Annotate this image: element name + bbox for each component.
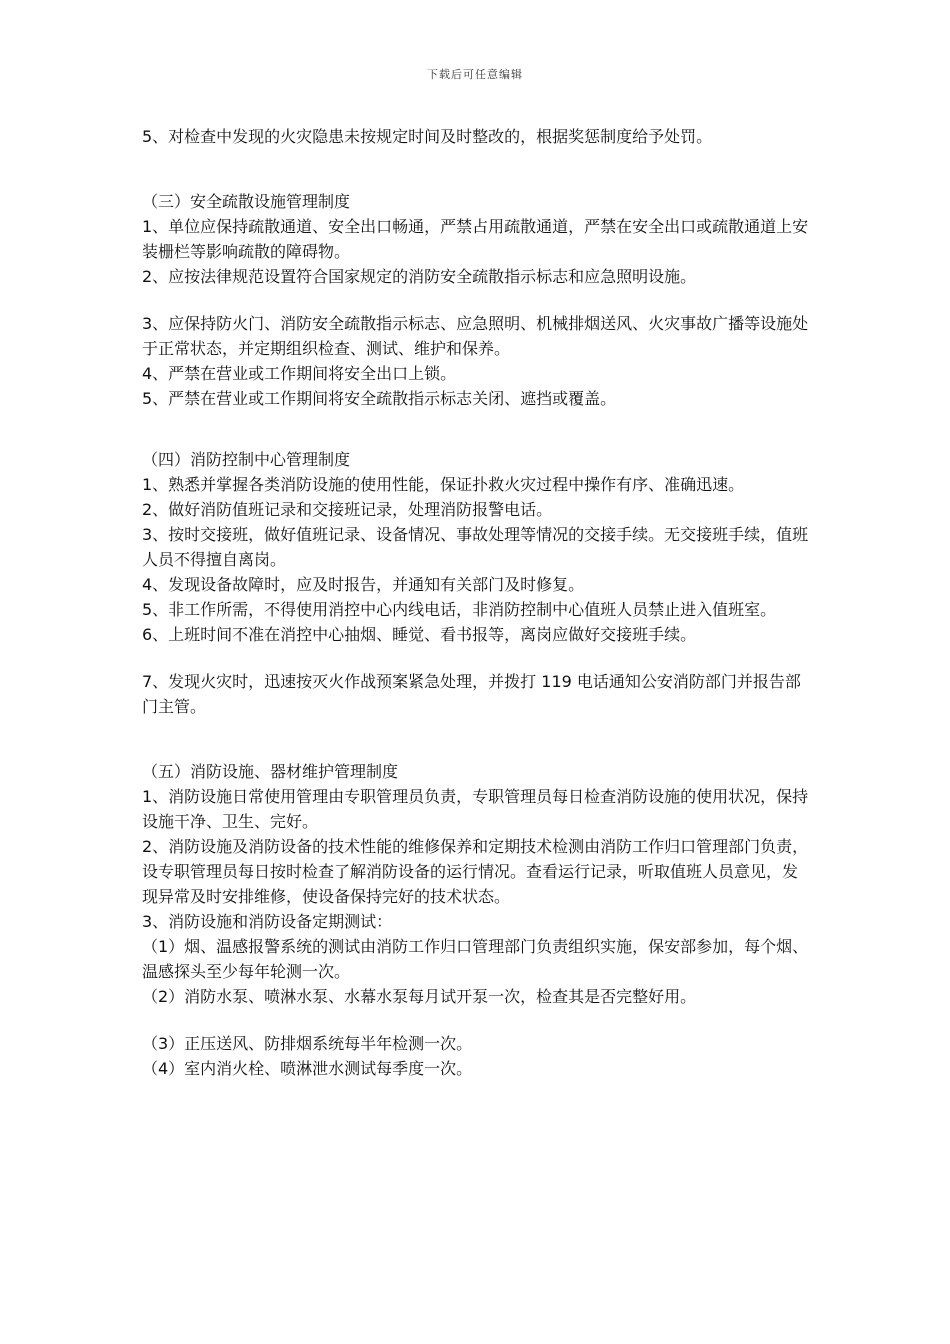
page-header: 下载后可任意编辑 <box>427 68 523 81</box>
section-4-item-6: 6、上班时间不准在消控中心抽烟、睡觉、看书报等，离岗应做好交接班手续。 <box>142 625 697 644</box>
section-5-title: （五）消防设施、器材维护管理制度 <box>142 762 399 781</box>
section-4-item-1: 1、熟悉并掌握各类消防设施的使用性能，保证扑救火灾过程中操作有序、准确迅速。 <box>142 475 745 494</box>
section-4-item-7: 7、发现火灾时，迅速按灭火作战预案紧急处理，并拨打 119 电话通知公安消防部门并报告部门主管。 <box>142 672 801 716</box>
section-3-title: （三）安全疏散设施管理制度 <box>142 192 351 211</box>
section-5-sub-3: （3）正压送风、防排烟系统每半年检测一次。 <box>142 1034 473 1053</box>
document-body <box>142 124 812 1081</box>
section-5-sub-4: （4）室内消火栓、喷淋泄水测试每季度一次。 <box>142 1059 473 1078</box>
section-5-item-3: 3、消防设施和消防设备定期测试： <box>142 912 393 931</box>
section-4-item-2: 2、做好消防值班记录和交接班记录，处理消防报警电话。 <box>142 500 553 519</box>
section-3-item-5: 5、严禁在营业或工作期间将安全疏散指示标志关闭、遮挡或覆盖。 <box>142 389 617 408</box>
section-5-sub-2: （2）消防水泵、喷淋水泵、水幕水泵每月试开泵一次，检查其是否完整好用。 <box>142 987 697 1006</box>
section-3-item-1: 1、单位应保持疏散通道、安全出口畅通，严禁占用疏散通道，严禁在安全出口或疏散通道上安装栅栏等影响疏散的障碍物。 <box>142 217 809 261</box>
section-5-item-2: 2、消防设施及消防设备的技术性能的维修保养和定期技术检测由消防工作归口管理部门负责，设专职管理员每日按时检查了解消防设备的运行情况。查看运行记录，听取值班人员意见，发现异常及时安排维修，使设备保持完好的技术状态。 <box>142 837 809 906</box>
section-3-item-4: 4、严禁在营业或工作期间将安全出口上锁。 <box>142 364 457 383</box>
section-5-item-1: 1、消防设施日常使用管理由专职管理员负责，专职管理员每日检查消防设施的使用状况，保持设施干净、卫生、完好。 <box>142 787 809 831</box>
section-5-sub-1: （1）烟、温感报警系统的测试由消防工作归口管理部门负责组织实施，保安部参加，每个烟、温感探头至少每年轮测一次。 <box>142 937 809 981</box>
item-5-penalty: 5、对检查中发现的火灾隐患未按规定时间及时整改的，根据奖惩制度给予处罚。 <box>142 127 713 146</box>
section-3-item-3: 3、应保持防火门、消防安全疏散指示标志、应急照明、机械排烟送风、火灾事故广播等设施处于正常状态，并定期组织检查、测试、维护和保养。 <box>142 314 809 358</box>
section-3-item-2: 2、应按法律规范设置符合国家规定的消防安全疏散指示标志和应急照明设施。 <box>142 267 697 286</box>
section-4-title: （四）消防控制中心管理制度 <box>142 450 351 469</box>
section-4-item-3: 3、按时交接班，做好值班记录、设备情况、事故处理等情况的交接手续。无交接班手续，值班人员不得擅自离岗。 <box>142 525 809 569</box>
section-4-item-4: 4、发现设备故障时，应及时报告，并通知有关部门及时修复。 <box>142 575 585 594</box>
section-4-item-5: 5、非工作所需，不得使用消控中心内线电话，非消防控制中心值班人员禁止进入值班室。 <box>142 600 777 619</box>
